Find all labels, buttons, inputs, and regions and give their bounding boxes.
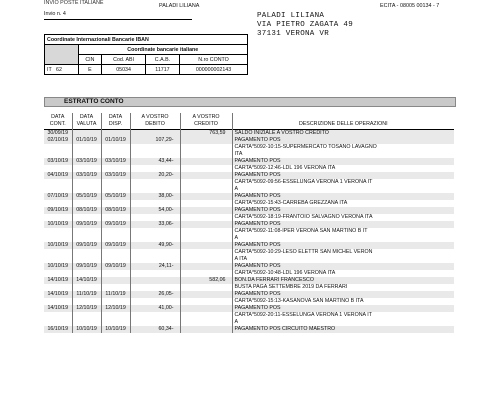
col-cin: CIN: [78, 55, 102, 65]
val-conto: 000000002143: [180, 65, 248, 75]
cell-data-cont: 14/10/19: [44, 277, 72, 284]
cell-descrizione: PAGAMENTO POS: [232, 221, 454, 228]
cell-descrizione: PAGAMENTO POS: [232, 158, 454, 165]
cell-debito: 54,00-: [130, 207, 180, 214]
cell-data-disp: 03/10/19: [101, 172, 130, 179]
cell-descrizione: PAGAMENTO POS CIRCUITO MAESTRO: [232, 326, 454, 333]
cell-data-valuta: 03/10/19: [72, 158, 101, 165]
table-row: [44, 151, 454, 158]
cell-debito: 60,34-: [130, 326, 180, 333]
cell-data-cont: [44, 298, 72, 305]
cell-descrizione: CARTA*5092-11:08-IPER VERONA SAN MARTINO B IT: [232, 228, 454, 235]
cell-data-disp: 03/10/19: [101, 158, 130, 165]
cell-credito: [180, 305, 232, 312]
cell-debito: [130, 165, 180, 172]
cell-data-valuta: [72, 228, 101, 235]
table-row: [44, 158, 454, 165]
table-row: [44, 270, 454, 277]
table-row: [44, 263, 454, 270]
cell-data-cont: 14/10/19: [44, 291, 72, 298]
cell-data-cont: [44, 144, 72, 151]
cell-credito: [180, 249, 232, 256]
cell-data-cont: [44, 165, 72, 172]
cell-data-disp: [101, 312, 130, 319]
cell-credito: [180, 144, 232, 151]
cell-debito: 33,06-: [130, 221, 180, 228]
cell-descrizione: PAGAMENTO POS: [232, 137, 454, 144]
cell-data-valuta: [72, 144, 101, 151]
cell-data-valuta: [72, 235, 101, 242]
table-row: [44, 137, 454, 144]
table-row: [44, 319, 454, 326]
cell-debito: 41,00-: [130, 305, 180, 312]
cell-data-cont: [44, 284, 72, 291]
table-row: [44, 277, 454, 284]
col-cab: C.A.B.: [145, 55, 179, 65]
cell-data-valuta: 11/10/19: [72, 291, 101, 298]
cell-descrizione: ITA: [232, 151, 454, 158]
cell-data-disp: [101, 144, 130, 151]
cell-debito: [130, 270, 180, 277]
cell-data-cont: [44, 319, 72, 326]
document-code: ECITA - 08005 00134 - 7: [380, 3, 440, 9]
cell-data-disp: [101, 319, 130, 326]
table-row: [44, 291, 454, 298]
cell-data-cont: [44, 200, 72, 207]
table-row: [44, 207, 454, 214]
table-row: [44, 130, 454, 138]
cell-data-disp: 09/10/19: [101, 221, 130, 228]
cell-data-cont: [44, 270, 72, 277]
cell-debito: [130, 228, 180, 235]
cell-descrizione: PAGAMENTO POS: [232, 172, 454, 179]
cell-data-valuta: [72, 256, 101, 263]
cell-data-valuta: 10/10/19: [72, 326, 101, 333]
cell-data-cont: [44, 214, 72, 221]
cell-descrizione: CARTA*5092-18:19-FRANTOIO SALVAGNO VERONA ITA: [232, 214, 454, 221]
cell-debito: [130, 277, 180, 284]
cell-credito: [180, 200, 232, 207]
cell-data-disp: [101, 270, 130, 277]
table-row: [44, 193, 454, 200]
cell-data-valuta: [72, 319, 101, 326]
cell-debito: [130, 249, 180, 256]
cell-descrizione: CARTA*5092-12:46-LDL 196 VERONA ITA: [232, 165, 454, 172]
cell-debito: 107,29-: [130, 137, 180, 144]
cell-credito: [180, 137, 232, 144]
cell-data-valuta: [72, 298, 101, 305]
cell-data-valuta: 12/10/19: [72, 305, 101, 312]
col-abi: Cod. ABI: [102, 55, 146, 65]
cell-data-cont: 04/10/19: [44, 172, 72, 179]
cell-credito: [180, 242, 232, 249]
cell-debito: 24,11-: [130, 263, 180, 270]
cell-descrizione: SALDO INIZIALE A VOSTRO CREDITO: [232, 130, 454, 138]
cell-descrizione: CARTA*5092-10:15-SUPERMERCATO TOSANO LAVAGNO: [232, 144, 454, 151]
cell-descrizione: PAGAMENTO POS: [232, 263, 454, 270]
cell-credito: [180, 228, 232, 235]
cell-credito: [180, 193, 232, 200]
cell-debito: [130, 186, 180, 193]
invio-number: Invio n. 4: [44, 11, 66, 17]
iban-table: [44, 34, 248, 75]
cell-credito: [180, 186, 232, 193]
table-row: [44, 249, 454, 256]
cell-data-disp: [101, 249, 130, 256]
cell-descrizione: PAGAMENTO POS: [232, 305, 454, 312]
cell-descrizione: CARTA*5092-15:43-CARREBA GREZZANA ITA: [232, 200, 454, 207]
cell-data-valuta: [72, 270, 101, 277]
table-row: [44, 221, 454, 228]
cell-data-cont: 09/10/19: [44, 207, 72, 214]
val-cab: 11717: [145, 65, 179, 75]
cell-descrizione: A ITA: [232, 256, 454, 263]
cell-descrizione: BUSTA PAGA SETTEMBRE 2019 DA FERRARI: [232, 284, 454, 291]
address-line-street: VIA PIETRO ZAGATA 49: [257, 21, 354, 29]
cell-descrizione: BON.DA FERRARI FRANCESCO: [232, 277, 454, 284]
cell-descrizione: CARTA*5092-20:11-ESSELUNGA VERONA 1 VERONA IT: [232, 312, 454, 319]
cell-credito: [180, 298, 232, 305]
cell-data-disp: [101, 228, 130, 235]
col-conto: N.ro CONTO: [180, 55, 248, 65]
cell-debito: [130, 235, 180, 242]
cell-data-disp: [101, 214, 130, 221]
table-row: [44, 144, 454, 151]
cell-data-cont: 10/10/19: [44, 242, 72, 249]
cell-descrizione: CARTA*5092-15:13-KASANOVA SAN MARTINO B ITA: [232, 298, 454, 305]
cell-data-valuta: [72, 165, 101, 172]
cell-data-cont: 16/10/19: [44, 326, 72, 333]
cell-credito: [180, 172, 232, 179]
cell-debito: 26,05-: [130, 291, 180, 298]
cell-debito: [130, 214, 180, 221]
cell-debito: [130, 200, 180, 207]
cell-debito: [130, 151, 180, 158]
cell-descrizione: A: [232, 186, 454, 193]
cell-data-valuta: [72, 249, 101, 256]
table-row: [44, 305, 454, 312]
header-cut-text: INVIO POSTE ITALIANE: [44, 0, 104, 6]
address-line-name: PALADI LILIANA: [257, 12, 325, 20]
cell-data-disp: 09/10/19: [101, 263, 130, 270]
table-row: [44, 165, 454, 172]
cell-data-cont: [44, 256, 72, 263]
cell-data-disp: [101, 298, 130, 305]
val-cin: E: [78, 65, 102, 75]
cell-data-cont: 02/10/19: [44, 137, 72, 144]
cell-data-disp: [101, 235, 130, 242]
cell-data-disp: 12/10/19: [101, 305, 130, 312]
cell-descrizione: CARTA*5092-10:48-LDL 196 VERONA ITA: [232, 270, 454, 277]
cell-credito: [180, 263, 232, 270]
cell-data-valuta: [72, 179, 101, 186]
cell-data-disp: 08/10/19: [101, 207, 130, 214]
table-row: [44, 228, 454, 235]
table-row: [44, 242, 454, 249]
cell-debito: 43,44-: [130, 158, 180, 165]
cell-data-cont: [44, 312, 72, 319]
cell-debito: [130, 319, 180, 326]
cell-data-disp: [101, 151, 130, 158]
cell-data-disp: 10/10/19: [101, 326, 130, 333]
cell-credito: [180, 207, 232, 214]
cell-descrizione: A: [232, 319, 454, 326]
table-row: [44, 284, 454, 291]
account-holder-name: PALADI LILIANA: [159, 3, 200, 9]
cell-credito: [180, 165, 232, 172]
cell-data-cont: [44, 179, 72, 186]
cell-debito: [130, 312, 180, 319]
cell-data-cont: 07/10/19: [44, 193, 72, 200]
cell-data-disp: [101, 165, 130, 172]
table-row: [44, 179, 454, 186]
cell-data-valuta: [72, 214, 101, 221]
cell-debito: [130, 144, 180, 151]
cell-data-cont: [44, 228, 72, 235]
cell-descrizione: PAGAMENTO POS: [232, 242, 454, 249]
table-row: [44, 312, 454, 319]
cell-data-cont: [44, 151, 72, 158]
cell-data-valuta: [72, 200, 101, 207]
cell-data-valuta: 08/10/19: [72, 207, 101, 214]
col-debito: A VOSTRO DEBITO: [130, 113, 180, 130]
cell-descrizione: CARTA*5092-09:56-ESSELUNGA VERONA 1 VERONA IT: [232, 179, 454, 186]
cell-data-disp: [101, 284, 130, 291]
cell-data-valuta: [72, 130, 101, 138]
cell-data-cont: 03/10/19: [44, 158, 72, 165]
iban-title: Coordinate Internazionali Bancarie IBAN: [45, 35, 248, 45]
col-data-disp: DATA DISP.: [101, 113, 130, 130]
cell-data-disp: 11/10/19: [101, 291, 130, 298]
cell-data-valuta: 03/10/19: [72, 172, 101, 179]
cell-debito: 20,20-: [130, 172, 180, 179]
cell-data-disp: [101, 200, 130, 207]
cell-data-disp: [101, 277, 130, 284]
cell-data-disp: 01/10/19: [101, 137, 130, 144]
cell-data-disp: 09/10/19: [101, 242, 130, 249]
cell-credito: [180, 284, 232, 291]
cell-data-valuta: 14/10/19: [72, 277, 101, 284]
iban-subtitle: Coordinate bancarie italiane: [78, 45, 247, 55]
divider: [44, 19, 192, 20]
cell-data-cont: 14/10/19: [44, 305, 72, 312]
cell-credito: [180, 235, 232, 242]
cell-credito: [180, 256, 232, 263]
cell-debito: [130, 256, 180, 263]
cell-data-valuta: [72, 312, 101, 319]
cell-credito: [180, 151, 232, 158]
cell-credito: [180, 319, 232, 326]
cell-data-valuta: 09/10/19: [72, 242, 101, 249]
cell-credito: [180, 179, 232, 186]
statement-title: ESTRATTO CONTO: [64, 98, 124, 105]
col-credito: A VOSTRO CREDITO: [180, 113, 232, 130]
col-data-cont: DATA CONT.: [49, 114, 66, 127]
cell-data-disp: [101, 179, 130, 186]
cell-data-valuta: 09/10/19: [72, 263, 101, 270]
cell-credito: [180, 214, 232, 221]
cell-credito: [180, 326, 232, 333]
cell-descrizione: PAGAMENTO POS: [232, 291, 454, 298]
cell-data-cont: 30/09/19: [44, 130, 72, 138]
iban-spacer: [45, 45, 79, 65]
cell-debito: 38,00-: [130, 193, 180, 200]
table-row: [44, 298, 454, 305]
cell-credito: [180, 270, 232, 277]
table-row: [44, 214, 454, 221]
iban-prefix: IT 62: [45, 65, 79, 75]
cell-credito: [180, 158, 232, 165]
table-row: [44, 200, 454, 207]
cell-credito: [180, 221, 232, 228]
table-row: [44, 186, 454, 193]
cell-debito: [130, 130, 180, 138]
table-row: [44, 326, 454, 333]
cell-credito: 763,59: [180, 130, 232, 138]
cell-data-disp: 05/10/19: [101, 193, 130, 200]
cell-debito: 49,90-: [130, 242, 180, 249]
cell-descrizione: A: [232, 235, 454, 242]
table-row: [44, 256, 454, 263]
cell-data-disp: [101, 256, 130, 263]
cell-debito: [130, 284, 180, 291]
cell-data-valuta: [72, 151, 101, 158]
cell-data-cont: 10/10/19: [44, 221, 72, 228]
val-abi: 05034: [102, 65, 146, 75]
cell-descrizione: CARTA*5092-10:29-LESO ELETTR SAN MICHEL VERON: [232, 249, 454, 256]
cell-descrizione: PAGAMENTO POS: [232, 207, 454, 214]
cell-data-cont: 10/10/19: [44, 263, 72, 270]
cell-data-valuta: [72, 186, 101, 193]
address-line-city: 37131 VERONA VR: [257, 30, 330, 38]
cell-data-disp: [101, 186, 130, 193]
cell-credito: 582,06: [180, 277, 232, 284]
cell-debito: [130, 298, 180, 305]
col-descrizione: DESCRIZIONE DELLE OPERAZIONI: [232, 113, 454, 130]
cell-data-valuta: [72, 284, 101, 291]
cell-data-valuta: 01/10/19: [72, 137, 101, 144]
statement-table: [44, 113, 454, 333]
table-row: [44, 235, 454, 242]
cell-data-disp: [101, 130, 130, 138]
cell-data-cont: [44, 235, 72, 242]
col-data-valuta: DATA VALUTA: [72, 113, 101, 130]
cell-data-cont: [44, 186, 72, 193]
cell-credito: [180, 291, 232, 298]
cell-credito: [180, 312, 232, 319]
cell-debito: [130, 179, 180, 186]
cell-data-valuta: 09/10/19: [72, 221, 101, 228]
cell-descrizione: PAGAMENTO POS: [232, 193, 454, 200]
table-row: [44, 172, 454, 179]
cell-data-valuta: 05/10/19: [72, 193, 101, 200]
cell-data-cont: [44, 249, 72, 256]
